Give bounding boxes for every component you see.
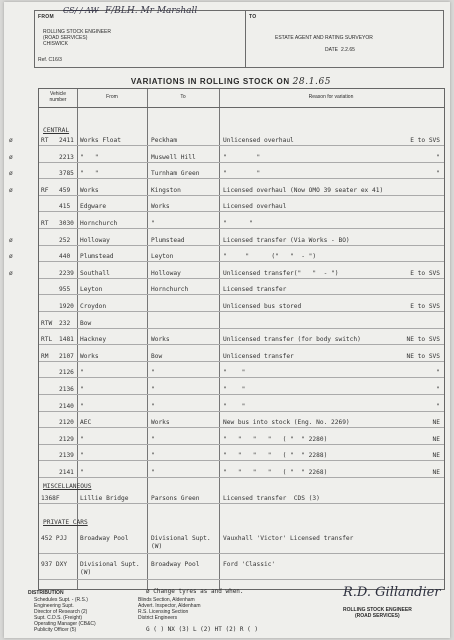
reason-cell: Licensed transfer: [223, 286, 287, 294]
vehicle-number: 252: [59, 236, 71, 244]
table-row: [39, 533, 444, 554]
from-cell: ": [80, 452, 84, 460]
from-label: FROM: [38, 14, 54, 20]
destination-cell: ": [436, 153, 440, 161]
vehicle-number: 2129: [59, 435, 74, 443]
vehicle-class: RTW: [41, 319, 53, 327]
vehicle-number: 452 PJJ: [41, 535, 68, 542]
to-label: TO: [249, 14, 257, 20]
destination-cell: E to SVS: [410, 269, 440, 277]
to-cell: Kingston: [151, 186, 181, 194]
distribution-entry: Supt. C.D.S. (Freight): [34, 615, 83, 621]
title-date: 28.1.65: [292, 77, 332, 87]
from-cell: Holloway: [80, 236, 110, 244]
vehicle-class: RM: [41, 352, 49, 360]
table-row: [39, 450, 444, 461]
document-sheet: [4, 2, 450, 638]
handwritten-addressee: F/BLH. Mr Marshall: [105, 6, 198, 16]
vehicle-number: 3030: [59, 220, 74, 227]
vehicle-number: 1368F: [41, 495, 60, 502]
reason-cell: " ": [223, 369, 246, 377]
to-cell: Divisional Supt.(W): [151, 535, 211, 550]
table-row: [39, 559, 444, 580]
reason-cell: Vauxhall 'Victor' Licensed transfer: [223, 535, 354, 542]
vehicle-number: 955: [59, 286, 71, 294]
reason-cell: Unlicensed transfer: [223, 352, 294, 360]
reason-cell: " " " " ( " " 2288): [223, 452, 328, 460]
destination-cell: NE: [432, 452, 440, 460]
vehicle-number: 2140: [59, 402, 74, 410]
distribution-entry: Advert. Inspector, Aldenham: [138, 603, 201, 609]
table-row: [39, 334, 444, 345]
from-cell: " ": [80, 170, 99, 178]
from-box: [35, 6, 246, 67]
from-cell: Divisional Supt. (W): [80, 561, 140, 576]
tyre-mark: ø: [9, 236, 13, 244]
distribution-entry: Director of Research (2): [34, 609, 88, 615]
from-cell: Works Float: [80, 137, 121, 144]
reason-cell: Unlicensed overhaul: [223, 137, 294, 144]
table-row: [9, 268, 444, 279]
from-cell: Broadway Pool: [80, 535, 129, 542]
reason-cell: Ford 'Classic': [223, 561, 276, 568]
vehicle-class: RF: [41, 186, 49, 194]
signatory-title: [343, 607, 412, 619]
reason-cell: Licensed transfer CDS (3): [223, 495, 320, 502]
destination-cell: ": [436, 386, 440, 393]
to-cell: ": [151, 435, 155, 443]
to-cell: Works: [151, 203, 170, 211]
section-misc: MISCELLANEOUS: [43, 483, 92, 490]
to-cell: ": [151, 369, 155, 377]
date-label: DATE: [325, 47, 338, 53]
table-row: [39, 351, 444, 362]
from-cell: ": [80, 369, 84, 377]
to-cell: ": [151, 220, 155, 227]
reason-cell: " ": [223, 170, 261, 178]
vehicle-number: 2126: [59, 369, 74, 377]
from-line-3: CHISWICK: [43, 41, 68, 47]
vehicle-number: 3785: [59, 170, 74, 178]
from-cell: AEC: [80, 419, 92, 427]
tyre-mark: ø: [9, 170, 13, 178]
from-cell: " ": [80, 153, 99, 161]
reason-cell: " " (" " - "): [223, 253, 317, 261]
from-line-2: (ROAD SERVICES): [43, 35, 88, 41]
distribution-entry: District Engineers: [138, 615, 178, 621]
distribution-label: DISTRIBUTION: [28, 590, 64, 596]
from-address: [43, 29, 111, 47]
table-row: [39, 401, 444, 412]
table-row: [39, 417, 444, 428]
distribution-entry: Blinds Section, Aldenham: [138, 597, 195, 603]
to-cell: Hornchurch: [151, 286, 189, 294]
reason-cell: " ": [223, 386, 246, 393]
from-cell: Croydon: [80, 303, 107, 310]
destination-cell: E to SVS: [410, 137, 440, 144]
vehicle-class: RT: [41, 220, 49, 227]
table-row: [39, 384, 444, 395]
to-cell: Parsons Green: [151, 495, 200, 502]
destination-cell: NE: [432, 469, 440, 476]
reason-cell: " ": [223, 402, 246, 410]
section-private: PRIVATE CARS: [43, 519, 88, 526]
from-cell: ": [80, 386, 84, 393]
distribution-entry: Schedules Supt. - (R.S.): [34, 597, 88, 603]
variations-table: [9, 88, 445, 590]
to-cell: Turnham Green: [151, 170, 200, 178]
table-row: [9, 168, 444, 179]
reason-cell: New bus into stock (Eng. No. 2269): [223, 419, 350, 427]
reference: Ref. C16/3: [38, 57, 62, 63]
reason-cell: " ": [223, 220, 253, 227]
date-value: 2.2.65: [341, 47, 355, 53]
to-cell: Broadway Pool: [151, 561, 200, 568]
table-row: [39, 284, 444, 295]
table-row: [9, 235, 444, 246]
destination-cell: NE to SVS: [406, 352, 440, 360]
destination-cell: NE: [432, 419, 440, 427]
vehicle-number: 2213: [59, 153, 74, 161]
vehicle-number: 2411: [59, 137, 74, 144]
to-cell: Muswell Hill: [151, 153, 196, 161]
to-cell: Holloway: [151, 269, 181, 277]
vehicle-number: 2136: [59, 386, 74, 393]
to-cell: Bow: [151, 352, 163, 360]
to-cell: ": [151, 402, 155, 410]
distribution-col-1: [34, 597, 96, 633]
col-vehicle: Vehicle number: [49, 91, 67, 103]
to-cell: Leyton: [151, 253, 174, 261]
to-cell: ": [151, 386, 155, 393]
tyre-mark: ø: [9, 186, 13, 194]
col-to: To: [180, 94, 186, 100]
vehicle-class: RT: [41, 137, 49, 144]
tyre-mark: ø: [9, 137, 13, 144]
to-address: ESTATE AGENT AND RATING SURVEYOR: [275, 35, 373, 41]
destination-cell: ": [436, 402, 440, 410]
table-row: [39, 434, 444, 445]
from-cell: Hackney: [80, 336, 107, 344]
vehicle-number: 2120: [59, 419, 74, 427]
table-row: [39, 201, 444, 212]
reason-cell: Unlicensed bus stored: [223, 303, 302, 310]
crossed-handwriting: CS/ / AW: [63, 6, 99, 15]
vehicle-number: 937 DXY: [41, 561, 68, 568]
from-cell: Bow: [80, 319, 92, 327]
to-cell: Plumstead: [151, 236, 185, 244]
table-row: [39, 367, 444, 378]
vehicle-class: RTL: [41, 336, 53, 344]
table-header: [39, 89, 444, 108]
section-central: CENTRAL: [43, 127, 70, 134]
from-cell: Edgware: [80, 203, 107, 211]
vehicle-number: 2141: [59, 469, 74, 476]
tyre-mark: ø: [9, 153, 13, 161]
memo-header: [34, 6, 444, 68]
destination-cell: NE to SVS: [406, 336, 440, 344]
reason-cell: Licensed overhaul: [223, 203, 287, 211]
reason-cell: " " " " ( " " 2268): [223, 469, 328, 476]
from-cell: ": [80, 402, 84, 410]
reason-cell: Licensed overhaul (Now OMO 39 seater ex 41): [223, 186, 384, 194]
from-cell: Leyton: [80, 286, 103, 294]
distribution-col-2: [138, 597, 201, 621]
table-row: [39, 493, 444, 504]
reason-cell: Unlicensed transfer(" " - "): [223, 269, 339, 277]
title-text: VARIATIONS IN ROLLING STOCK ON: [130, 77, 290, 86]
distribution-entry: Publicity Officer (5): [34, 627, 77, 633]
destination-cell: ": [436, 369, 440, 377]
reason-cell: " " " " ( " " 2280): [223, 435, 328, 443]
from-line-1: ROLLING STOCK ENGINEER: [43, 29, 111, 35]
to-cell: Peckham: [151, 137, 178, 144]
tyre-mark: ø: [9, 269, 13, 277]
from-cell: Works: [80, 352, 99, 360]
col-reason: Reason for variation: [308, 94, 354, 100]
garage-codes: G ( ) NX (3) L (2) HT (2) R ( ): [146, 626, 258, 633]
vehicle-number: 2107: [59, 352, 74, 360]
vehicle-number: 459: [59, 186, 71, 194]
from-cell: ": [80, 469, 84, 476]
vehicle-number: 440: [59, 253, 71, 261]
distribution-entry: R.S. Licensing Section: [138, 609, 189, 615]
from-cell: Lillie Bridge: [80, 495, 129, 502]
from-cell: Hornchurch: [80, 220, 118, 227]
tyres-note: ø Change tyres as and when.: [146, 588, 244, 595]
tyre-mark: ø: [9, 253, 13, 261]
reason-cell: Unlicensed transfer (for body switch): [223, 336, 361, 344]
table-row: [9, 135, 444, 146]
to-cell: ": [151, 469, 155, 476]
page-title: [4, 77, 454, 87]
distribution-entry: Operating Manager (CB&C): [34, 621, 96, 627]
destination-cell: ": [436, 170, 440, 178]
to-cell: Works: [151, 419, 170, 427]
signatory-line-1: ROLLING STOCK ENGINEER: [343, 607, 412, 613]
vehicle-number: 232: [59, 319, 71, 327]
from-cell: Plumstead: [80, 253, 114, 261]
table-row: [9, 185, 444, 196]
table-row: [39, 301, 444, 312]
table-row: [9, 251, 444, 262]
from-cell: Works: [80, 186, 99, 194]
table-row: [39, 318, 444, 329]
table-row: [39, 218, 444, 229]
from-cell: ": [80, 435, 84, 443]
destination-cell: NE: [432, 435, 440, 443]
table-row: [39, 467, 444, 478]
distribution-entry: Engineering Supt.: [34, 603, 74, 609]
reason-cell: " ": [223, 153, 261, 161]
vehicle-number: 415: [59, 203, 71, 211]
vehicle-number: 1920: [59, 303, 74, 310]
vehicle-number: 2139: [59, 452, 74, 460]
reason-cell: Licensed transfer (Via Works - BO): [223, 236, 350, 244]
signatory-line-2: (ROAD SERVICES): [355, 613, 400, 619]
to-cell: Works: [151, 336, 170, 344]
table-row: [9, 152, 444, 163]
vehicle-number: 1481: [59, 336, 74, 344]
vehicle-number: 2239: [59, 269, 74, 277]
signature: R.D. Gillandier: [343, 585, 441, 600]
destination-cell: E to SVS: [410, 303, 440, 310]
from-cell: Southall: [80, 269, 110, 277]
to-cell: ": [151, 452, 155, 460]
col-from: From: [106, 94, 118, 100]
